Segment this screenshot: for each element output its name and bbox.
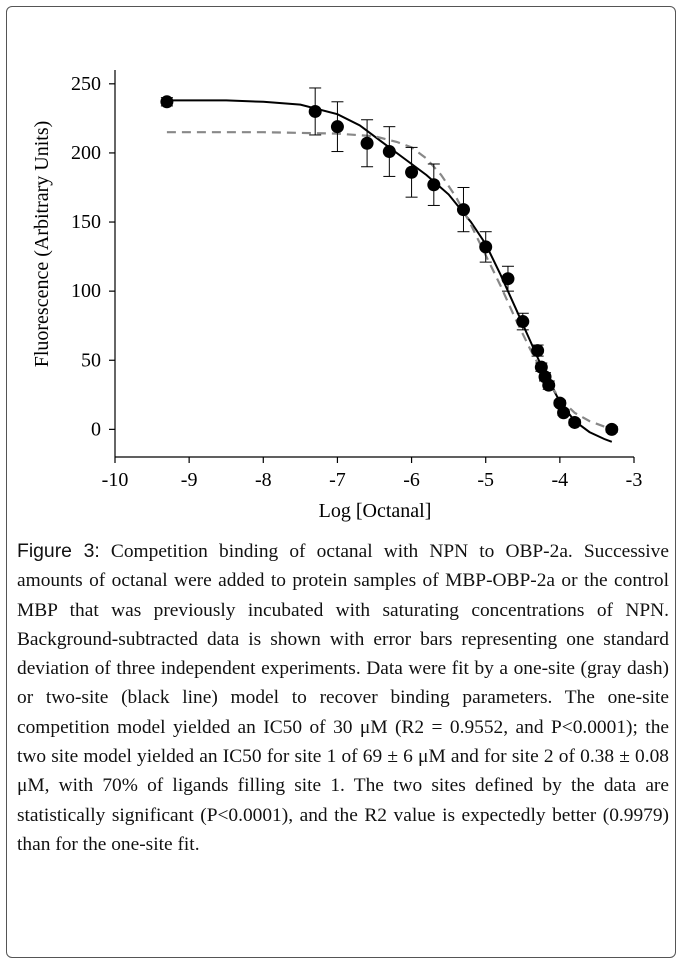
data-point: [160, 95, 173, 108]
x-tick-label: -7: [329, 469, 346, 491]
x-tick-label: -9: [180, 469, 198, 491]
data-point: [501, 272, 514, 285]
tick-labels: [71, 73, 642, 491]
y-tick-label: 200: [71, 141, 101, 164]
data-point: [361, 137, 374, 150]
y-tick-label: 250: [71, 72, 101, 95]
data-point: [383, 145, 396, 158]
figure-caption: [17, 537, 669, 859]
data-point: [405, 166, 418, 179]
x-tick-label: -10: [101, 469, 129, 491]
y-axis-label: Fluorescence (Arbitrary Units): [31, 120, 53, 368]
caption-label: Figure 3:: [17, 540, 100, 562]
y-tick-label: 50: [81, 349, 101, 372]
y-tick-label: 150: [71, 211, 101, 234]
data-point: [479, 240, 492, 253]
data-point: [331, 120, 344, 133]
x-tick-label: -4: [551, 469, 569, 491]
data-point: [557, 406, 570, 419]
data-point: [457, 203, 470, 216]
data-points: [160, 95, 618, 436]
data-point: [309, 105, 322, 118]
x-tick-label: -3: [625, 469, 643, 491]
data-point: [605, 423, 618, 436]
x-axis-label: Log [Octanal]: [318, 500, 432, 522]
data-point: [427, 178, 440, 191]
x-tick-label: -6: [403, 469, 420, 491]
data-point: [516, 315, 529, 328]
y-tick-label: 100: [71, 280, 101, 303]
data-point: [531, 344, 544, 357]
data-point: [568, 416, 581, 429]
data-point: [542, 379, 555, 392]
x-tick-label: -5: [477, 469, 495, 491]
caption-text: Competition binding of octanal with NPN to OBP-2a. Successive amounts of octanal were added to protein samples of MBP-OBP-2a or the control MBP that was previously incubated with saturating concentrations of NPN. Background-subtracted data is shown with error bars representing one standard deviation of three independent experiments. Data were fit by a one-site (gray dash) or two-site (black line) model to recover binding parameters. The one-site competition model yielded an IC50 of 30 μM (R2 = 0.9552, and P<0.0001); the two site model yielded an IC50 for site 1 of 69 ± 6 μM and for site 2 of 0.38 ± 0.08 μM, with 70% of ligands filling site 1. The two sites defined by the data are statistically significant (P<0.0001), and the R2 value is expectedly better (0.9979) than for the one-site fit.: [17, 541, 669, 855]
x-tick-label: -8: [254, 469, 272, 491]
y-tick-label: 0: [91, 418, 101, 441]
